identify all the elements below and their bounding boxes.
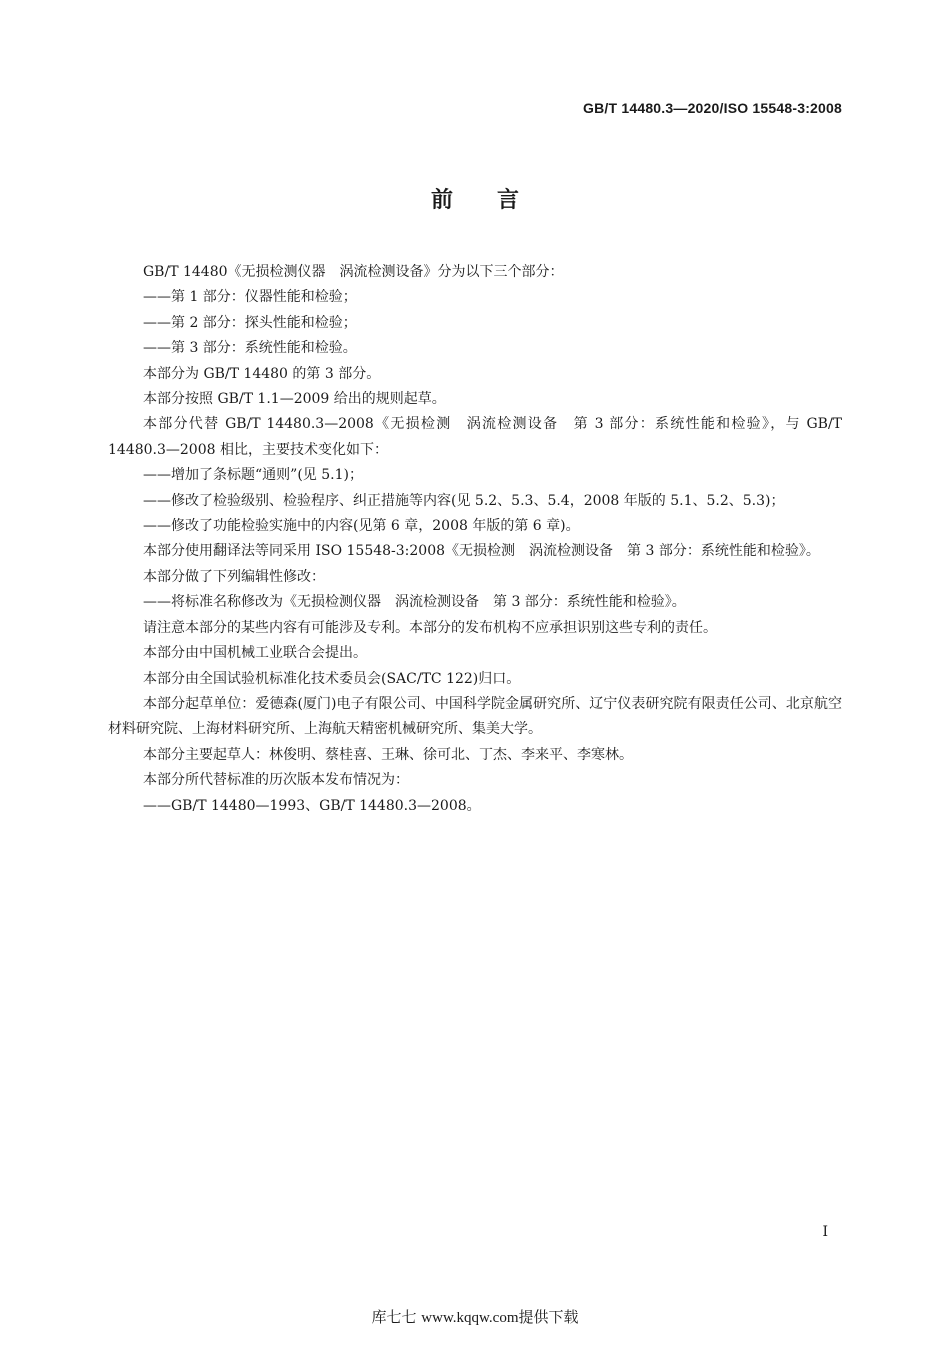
paragraph: 请注意本部分的某些内容有可能涉及专利。本部分的发布机构不应承担识别这些专利的责任。 xyxy=(143,619,717,636)
paragraph: 本部分代替 GB/T 14480.3—2008《无损检测 涡流检测设备 第 3 部分：系统性能和检验》，与 GB/T 14480.3—2008 相比，主要技术变化如下： xyxy=(108,416,842,458)
paragraph: 本部分起草单位：爱德森(厦门)电子有限公司、中国科学院金属研究所、辽宁仪表研究院有限责任公司、北京航空材料研究院、上海材料研究所、上海航天精密机械研究所、集美大学。 xyxy=(108,695,842,738)
paragraph: 本部分按照 GB/T 1.1—2009 给出的规则起草。 xyxy=(143,391,446,408)
paragraph: 本部分为 GB/T 14480 的第 3 部分。 xyxy=(143,365,381,382)
list-item: ——修改了检验级别、检验程序、纠正措施等内容(见 5.2、5.3、5.4，2008 年版的 5.1、5.2、5.3)； xyxy=(143,492,785,509)
list-item: ——将标准名称修改为《无损检测仪器 涡流检测设备 第 3 部分：系统性能和检验》。 xyxy=(143,594,686,611)
paragraph: 本部分做了下列编辑性修改： xyxy=(143,568,325,585)
list-item: ——第 1 部分：仪器性能和检验； xyxy=(143,289,357,306)
footer-site-name: 库七七 xyxy=(371,1308,417,1326)
list-item: ——修改了功能检验实施中的内容(见第 6 章，2008 年版的第 6 章)。 xyxy=(143,518,580,535)
page-title: 前言 xyxy=(430,188,563,213)
list-item: ——第 3 部分：系统性能和检验。 xyxy=(143,340,357,357)
list-item: ——第 2 部分：探头性能和检验； xyxy=(143,314,357,331)
paragraph: 本部分使用翻译法等同采用 ISO 15548-3:2008《无损检测 涡流检测设备 第 3 部分：系统性能和检验》。 xyxy=(143,543,820,560)
footer-url-link[interactable]: www.kqqw.com xyxy=(421,1310,519,1326)
paragraph: 本部分所代替标准的历次版本发布情况为： xyxy=(143,772,409,789)
paragraph: 本部分由中国机械工业联合会提出。 xyxy=(143,645,367,662)
list-item: ——GB/T 14480—1993、GB/T 14480.3—2008。 xyxy=(143,797,481,814)
standard-number: GB/T 14480.3—2020/ISO 15548-3:2008 xyxy=(583,100,842,116)
paragraph: 本部分由全国试验机标准化技术委员会(SAC/TC 122)归口。 xyxy=(143,670,521,687)
foreword-body xyxy=(108,260,842,819)
paragraph: 本部分主要起草人：林俊明、蔡桂喜、王琳、徐可北、丁杰、李来平、李寒林。 xyxy=(143,746,633,763)
paragraph: GB/T 14480《无损检测仪器 涡流检测设备》分为以下三个部分： xyxy=(143,264,564,280)
page-number: I xyxy=(822,1224,828,1240)
download-footer xyxy=(0,1306,950,1327)
list-item: ——增加了条标题“通则”(见 5.1)； xyxy=(143,467,363,484)
footer-suffix: 提供下载 xyxy=(518,1308,579,1326)
